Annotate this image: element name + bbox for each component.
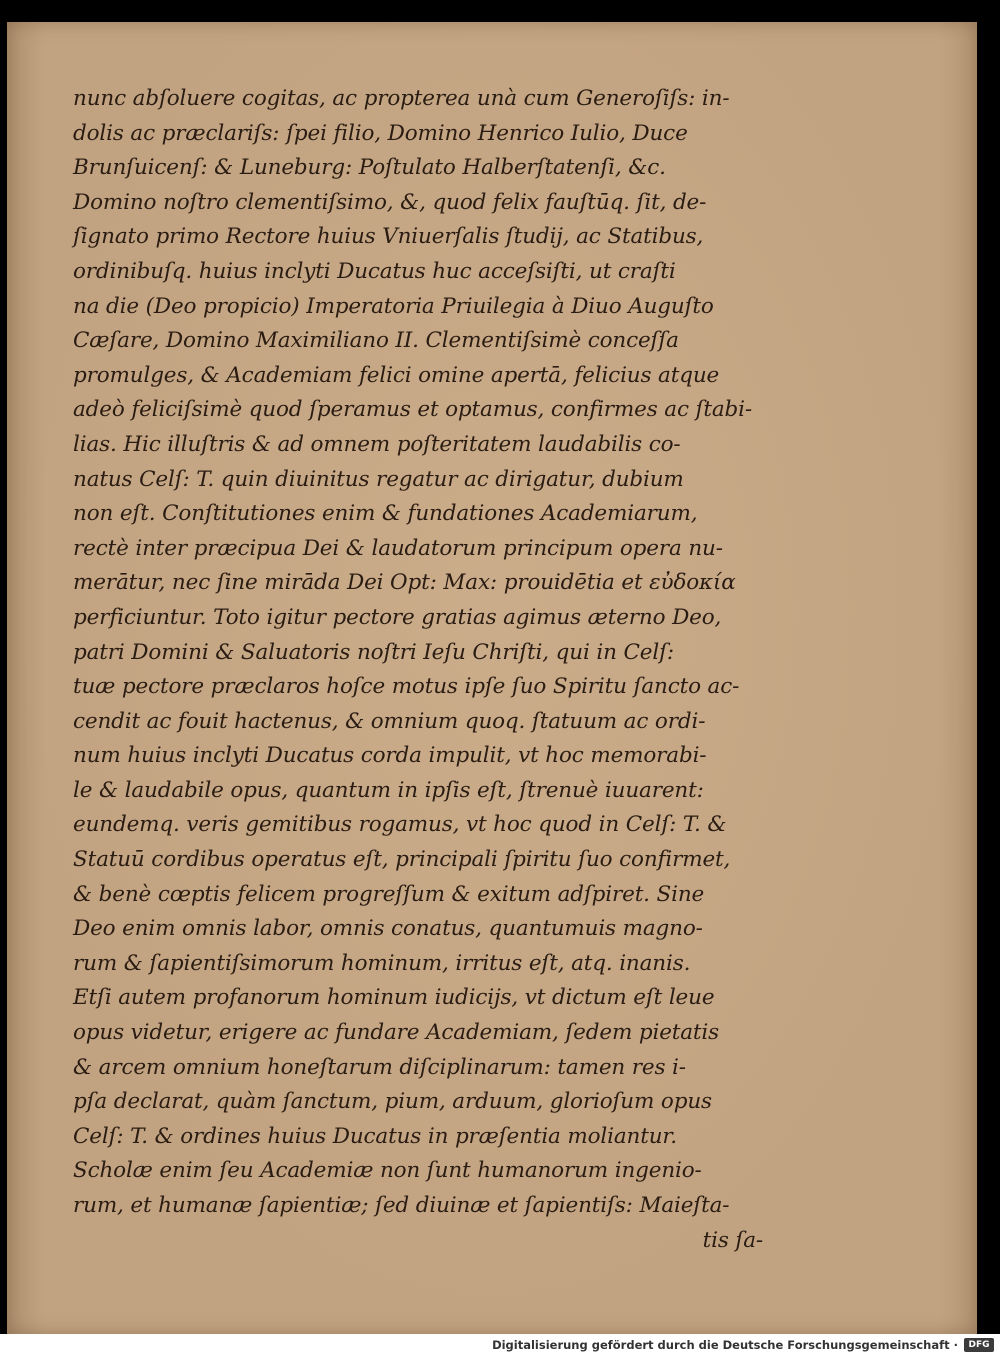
dfg-logo: DFG bbox=[964, 1338, 994, 1352]
text-line: Brunſuicenſ: & Luneburg: Poſtulato Halberſtatenſi, &c. bbox=[73, 155, 666, 181]
text-line: Statuū cordibus operatus eſt, principali ſpiritu ſuo confirmet, bbox=[73, 847, 731, 873]
text-line: opus videtur, erigere ac fundare Academiam, ſedem pietatis bbox=[73, 1020, 720, 1046]
text-line: Deo enim omnis labor, omnis conatus, quantumuis magno- bbox=[73, 916, 703, 942]
text-line: adeò feliciſsimè quod ſperamus et optamus, confirmes ac ſtabi- bbox=[73, 397, 752, 423]
text-line: patri Domini & Saluatoris noſtri Ieſu Chriſti, qui in Celſ: bbox=[73, 639, 674, 665]
text-line: tuæ pectore præclaros hoſce motus ipſe ſuo Spiritu ſancto ac- bbox=[73, 674, 740, 700]
text-line: natus Celſ: T. quin diuinitus regatur ac dirigatur, dubium bbox=[73, 466, 684, 492]
text-line: cendit ac fouit hactenus, & omnium quoq. ſtatuum ac ordi- bbox=[73, 708, 706, 734]
text-line: rectè inter præcipua Dei & laudatorum principum opera nu- bbox=[73, 535, 723, 561]
text-line: num huius inclyti Ducatus corda impulit, vt hoc memorabi- bbox=[73, 743, 707, 769]
text-line: & arcem omnium honeſtarum diſciplinarum: tamen res i- bbox=[73, 1054, 686, 1080]
text-line: Celſ: T. & ordines huius Ducatus in præſentia moliantur. bbox=[73, 1123, 677, 1149]
body-text bbox=[73, 82, 763, 1258]
text-line: pſa declarat, quàm ſanctum, pium, arduum, glorioſum opus bbox=[73, 1089, 712, 1115]
text-line: ſignato primo Rectore huius Vniuerſalis ſtudij, ac Statibus, bbox=[73, 224, 704, 250]
text-line: na die (Deo propicio) Imperatoria Priuilegia à Diuo Auguſto bbox=[73, 293, 714, 319]
text-line: Cæſare, Domino Maximiliano II. Clementiſsimè conceſſa bbox=[73, 328, 679, 354]
text-line: merātur, nec ſine mirādа Dei Opt: Max: prouidētia et εὐδοκία bbox=[73, 570, 736, 596]
text-line: promulges, & Academiam felici omine apertā, felicius atque bbox=[73, 362, 720, 388]
text-line: eundemq. veris gemitibus rogamus, vt hoc quod in Celſ: T. & bbox=[73, 812, 727, 838]
text-line: Scholæ enim ſeu Academiæ non ſunt humanorum ingenio- bbox=[73, 1158, 702, 1184]
text-line: lias. Hic illuſtris & ad omnem poſteritatem laudabilis co- bbox=[73, 431, 681, 457]
catchword: tis ſa- bbox=[702, 1227, 763, 1253]
text-line: Etſi autem profanorum hominum iudicijs, vt dictum eſt leue bbox=[73, 985, 715, 1011]
text-line: rum & ſapientiſsimorum hominum, irritus eſt, atq. inanis. bbox=[73, 950, 691, 976]
text-line: ordinibuſq. huius inclyti Ducatus huc acceſsiſti, ut craſti bbox=[73, 258, 676, 284]
text-line: nunc abſoluere cogitas, ac propterea unà cum Generoſiſs: in- bbox=[73, 86, 730, 111]
text-line: rum, et humanæ ſapientiæ; ſed diuinæ et ſapientiſs: Maieſta- bbox=[73, 1193, 730, 1218]
funding-note: Digitalisierung gefördert durch die Deutsche Forschungsgemeinschaft · bbox=[492, 1338, 958, 1352]
text-line: dolis ac præclariſs: ſpei filio, Domino Henrico Iulio, Duce bbox=[73, 120, 688, 146]
text-line: le & laudabile opus, quantum in ipſis eſt, ſtrenuè iuuarent: bbox=[73, 777, 704, 803]
text-line: Domino noſtro clementiſsimo, &, quod felix fauſtūq. ſit, de- bbox=[73, 189, 707, 215]
text-line: & benè cœptis felicem progreſſum & exitum adſpiret. Sine bbox=[73, 881, 705, 907]
scanned-page bbox=[7, 22, 977, 1334]
text-line: non eſt. Conſtitutiones enim & fundationes Academiarum, bbox=[73, 501, 698, 527]
footer-bar bbox=[0, 1334, 1000, 1356]
text-line: perficiuntur. Toto igitur pectore gratias agimus æterno Deo, bbox=[73, 604, 722, 630]
